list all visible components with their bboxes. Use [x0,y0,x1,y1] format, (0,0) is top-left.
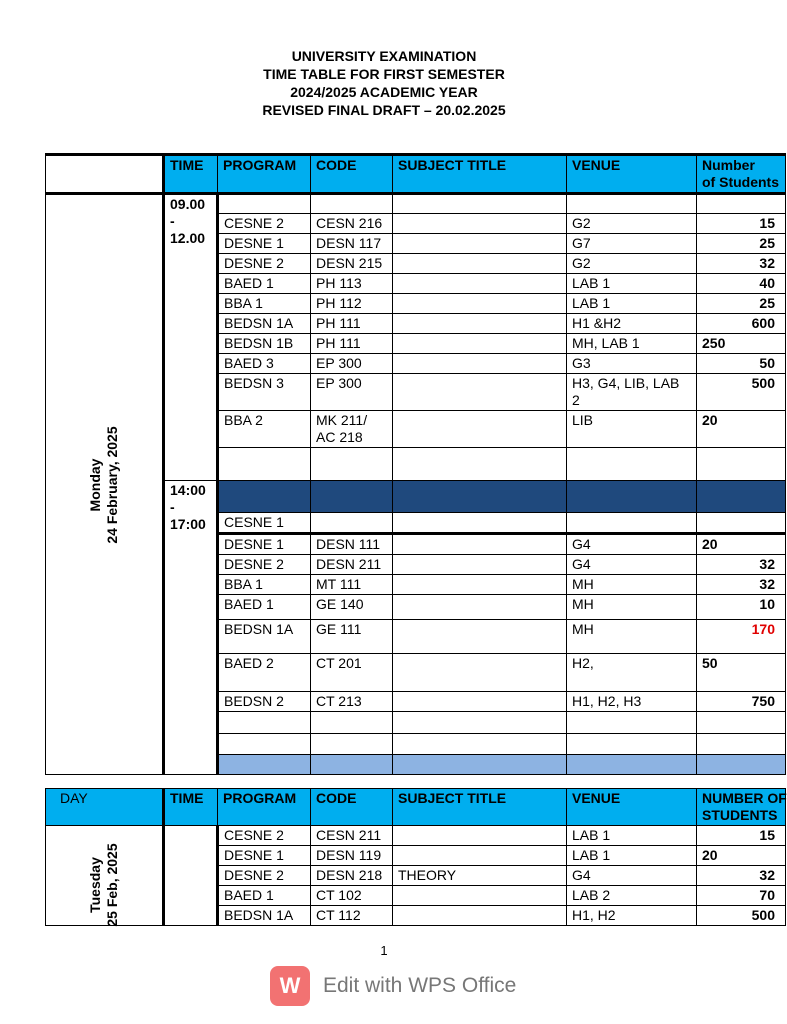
cell-code: GE 140 [311,595,393,620]
cell-venue: LAB 1 [567,294,697,314]
cell-venue: MH, LAB 1 [567,334,697,354]
cell-number: 20 [697,846,786,866]
cell-subject [393,314,567,334]
wps-edit-label[interactable]: Edit with WPS Office [323,974,517,997]
cell-code: GE 111 [311,620,393,654]
cell-venue: G7 [567,234,697,254]
cell-subject [393,654,567,692]
header-number-line1: NUMBER OF [702,790,787,806]
cell-program: BAED 3 [218,354,311,374]
table-row [46,826,786,846]
cell-program: BEDSN 1A [218,906,311,926]
cell-code: PH 111 [311,334,393,354]
cell-code: DESN 119 [311,846,393,866]
cell-number: 15 [697,826,786,846]
cell-program: BAED 1 [218,274,311,294]
cell-program: DESNE 1 [218,534,311,555]
header-venue: VENUE [567,789,697,826]
cell-subject [393,234,567,254]
cell-subject: THEORY [393,866,567,886]
session-end: 17:00 [170,516,206,532]
cell-venue: G4 [567,534,697,555]
header-number [697,155,786,194]
cell-number: 25 [697,294,786,314]
cell-venue: G3 [567,354,697,374]
day-label-monday [87,426,121,543]
cell-code: CT 201 [311,654,393,692]
cell-venue: G4 [567,866,697,886]
cell-code: DESN 218 [311,866,393,886]
cell-program: BEDSN 2 [218,692,311,712]
day-cell-tuesday [46,826,164,926]
cell-venue: G2 [567,254,697,274]
header-number-line2: STUDENTS [702,807,778,823]
cell-venue: LAB 1 [567,846,697,866]
day-date: 24 February, 2025 [104,425,120,544]
exam-timetable-day2 [45,788,786,926]
cell-subject [393,374,567,411]
cell-venue: H1 &H2 [567,314,697,334]
session-time-blank [164,826,218,926]
session-end: 12.00 [170,230,206,246]
header-number-line1: Number [702,157,755,173]
session-time-afternoon [164,481,218,775]
header-line-2: TIME TABLE FOR FIRST SEMESTER [263,66,505,82]
cell-venue: MH [567,575,697,595]
cell-program: BAED 1 [218,595,311,620]
cell-program: DESNE 1 [218,234,311,254]
session-dash: - [170,213,175,229]
header-line-1: UNIVERSITY EXAMINATION [291,48,477,64]
cell-number: 600 [697,314,786,334]
cell-code: DESN 111 [311,534,393,555]
session-start: 14:00 [170,482,206,498]
cell-number: 170 [697,620,786,654]
cell-code: PH 111 [311,314,393,334]
cell-subject [393,294,567,314]
header-day: DAY [46,789,164,826]
cell-number: 50 [697,354,786,374]
cell-venue: LAB 1 [567,274,697,294]
cell-number: 20 [697,534,786,555]
day-name: Monday [87,458,103,511]
cell-venue: G4 [567,555,697,575]
cell-program: CESNE 2 [218,826,311,846]
cell-code: PH 112 [311,294,393,314]
cell-subject [393,826,567,846]
cell-number: 20 [697,411,786,448]
cell-code: CESN 211 [311,826,393,846]
cell-code: EP 300 [311,374,393,411]
cell-number: 750 [697,692,786,712]
document-header [0,47,768,119]
cell-program: BBA 1 [218,294,311,314]
cell-subject [393,534,567,555]
page-number: 1 [380,943,388,958]
cell-subject [393,214,567,234]
cell-subject [393,354,567,374]
cell-subject [393,411,567,448]
cell-subject [393,620,567,654]
header-line-3: 2024/2025 ACADEMIC YEAR [290,84,478,100]
cell-program: DESNE 2 [218,555,311,575]
cell-number: 40 [697,274,786,294]
column-header-row [46,155,786,194]
cell-number: 32 [697,254,786,274]
header-time: TIME [164,789,218,826]
cell-program: DESNE 1 [218,846,311,866]
header-program: PROGRAM [218,789,311,826]
cell-program: BBA 1 [218,575,311,595]
cell-number: 32 [697,575,786,595]
cell-code: CESN 216 [311,214,393,234]
cell-subject [393,906,567,926]
cell-subject [393,555,567,575]
header-subject: SUBJECT TITLE [393,155,567,194]
wps-edit-banner[interactable] [270,966,516,1006]
header-subject: SUBJECT TITLE [393,789,567,826]
cell-venue: H1, H2, H3 [567,692,697,712]
header-number-line2: of Students [702,174,779,190]
cell-number: 32 [697,555,786,575]
cell-code: MK 211/ AC 218 [311,411,393,448]
cell-program: DESNE 2 [218,254,311,274]
cell-subject [393,334,567,354]
wps-logo-icon[interactable]: W [270,966,310,1006]
cell-code: CT 213 [311,692,393,712]
day-name: Tuesday [87,857,103,914]
cell-venue: MH [567,595,697,620]
cell-venue: G2 [567,214,697,234]
cell-number: 25 [697,234,786,254]
cell-code: PH 113 [311,274,393,294]
cell-subject [393,692,567,712]
table-row [46,194,786,214]
cell-program: CESNE 1 [218,513,311,534]
cell-number: 500 [697,906,786,926]
cell-program: BEDSN 3 [218,374,311,411]
cell-code: DESN 211 [311,555,393,575]
day-label-tuesday [87,844,121,927]
cell-number: 500 [697,374,786,411]
header-time: TIME [164,155,218,194]
header-venue: VENUE [567,155,697,194]
session-time-morning [164,194,218,481]
header-number [697,789,786,826]
cell-program: BEDSN 1B [218,334,311,354]
header-code: CODE [311,155,393,194]
cell-venue: LAB 2 [567,886,697,906]
header-line-4: REVISED FINAL DRAFT – 20.02.2025 [262,102,506,118]
cell-code: CT 102 [311,886,393,906]
cell-venue: H3, G4, LIB, LAB 2 [567,374,697,411]
cell-program: BBA 2 [218,411,311,448]
day-cell-monday [46,194,164,775]
column-header-row-2 [46,789,786,826]
cell-subject [393,846,567,866]
session-dash: - [170,499,175,515]
cell-subject [393,254,567,274]
day-date: 25 Feb, 2025 [104,843,120,928]
cell-number: 70 [697,886,786,906]
cell-number: 15 [697,214,786,234]
cell-program: BEDSN 1A [218,620,311,654]
cell-code: DESN 215 [311,254,393,274]
cell-venue: H1, H2 [567,906,697,926]
cell-number: 250 [697,334,786,354]
cell-program: BAED 1 [218,886,311,906]
cell-code: EP 300 [311,354,393,374]
session-start: 09.00 [170,196,206,212]
cell-subject [393,274,567,294]
cell-program: CESNE 2 [218,214,311,234]
cell-number: 32 [697,866,786,886]
header-code: CODE [311,789,393,826]
cell-subject [393,886,567,906]
cell-program: BAED 2 [218,654,311,692]
cell-code: MT 111 [311,575,393,595]
cell-subject [393,575,567,595]
cell-code: CT 112 [311,906,393,926]
cell-venue: H2, [567,654,697,692]
cell-venue: MH [567,620,697,654]
cell-number: 10 [697,595,786,620]
cell-number: 50 [697,654,786,692]
header-program: PROGRAM [218,155,311,194]
cell-subject [393,595,567,620]
header-day-blank [46,155,164,194]
exam-timetable [45,153,786,775]
cell-venue: LIB [567,411,697,448]
cell-program: DESNE 2 [218,866,311,886]
cell-venue: LAB 1 [567,826,697,846]
cell-code: DESN 117 [311,234,393,254]
cell-program: BEDSN 1A [218,314,311,334]
